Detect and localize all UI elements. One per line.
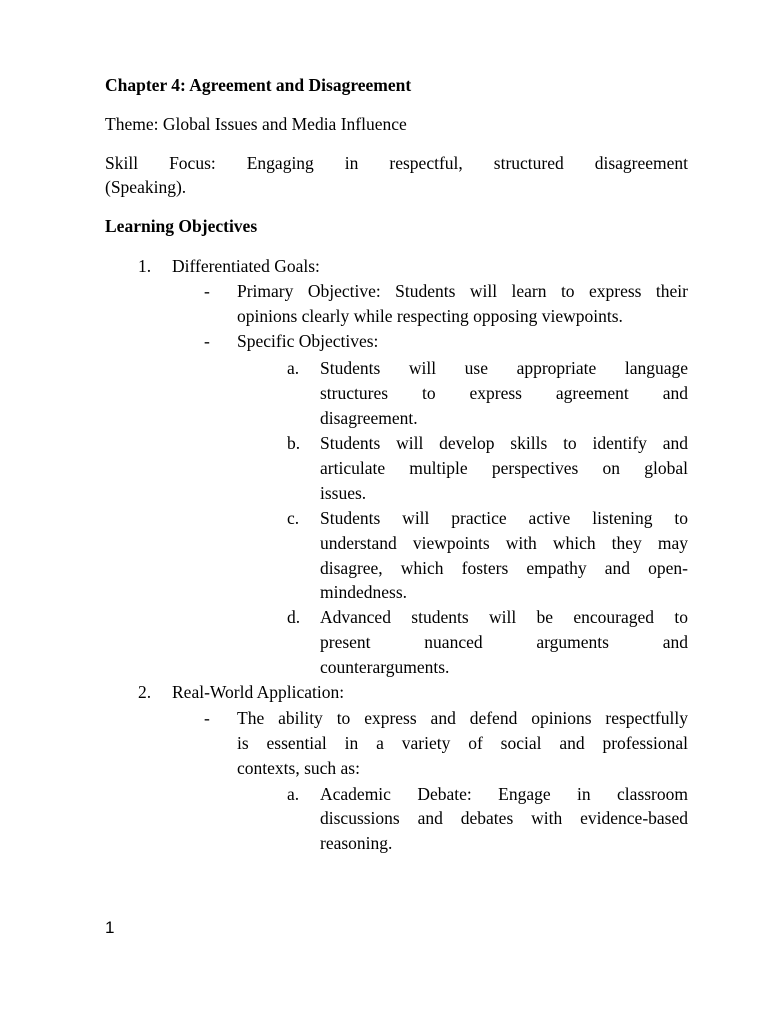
sub-item-letter: b. (287, 433, 301, 453)
bullet-dash: - (204, 331, 210, 351)
bullet-text-line: is essential in a variety of social and professional (237, 733, 688, 753)
sub-item-text-line: Students will develop skills to identify and (320, 433, 688, 453)
bullet-text-line: Primary Objective: Students will learn to express their (237, 281, 688, 301)
skill-focus-word: Skill (105, 153, 139, 173)
sub-item-letter: a. (287, 358, 300, 378)
sub-item-text-line: mindedness. (320, 582, 408, 602)
learning-objectives-heading: Learning Objectives (105, 216, 258, 236)
sub-item-letter: d. (287, 607, 301, 627)
sub-item-text-line: Students will use appropriate language (320, 358, 688, 378)
bullet-text-line: The ability to express and defend opinions respectfully (237, 708, 688, 728)
list-item-label: Differentiated Goals: (172, 256, 320, 276)
sub-item-text-line: counterarguments. (320, 657, 450, 677)
sub-item-text-line: present nuanced arguments and (320, 632, 688, 652)
page-number: 1 (105, 918, 115, 937)
sub-item-text-line: Advanced students will be encouraged to (320, 607, 688, 627)
skill-focus-line-2: (Speaking). (105, 177, 187, 197)
sub-item-letter: c. (287, 508, 300, 528)
bullet-dash: - (204, 708, 210, 728)
sub-item-text-line: reasoning. (320, 833, 393, 853)
list-number: 2. (138, 682, 152, 702)
skill-focus-line-1 (105, 153, 688, 173)
skill-focus-word: Engaging (246, 153, 314, 173)
sub-item-text-line: Students will practice active listening to (320, 508, 688, 528)
skill-focus-word: structured (493, 153, 564, 173)
sub-item-text-line: disagree, which fosters empathy and open- (320, 558, 688, 578)
list-number: 1. (138, 256, 152, 276)
list-item-label: Real-World Application: (172, 682, 345, 702)
chapter-title: Chapter 4: Agreement and Disagreement (105, 75, 412, 95)
bullet-text-line: Specific Objectives: (237, 331, 379, 351)
bullet-dash: - (204, 281, 210, 301)
sub-item-letter: a. (287, 784, 300, 804)
bullet-text-line: contexts, such as: (237, 758, 360, 778)
sub-item-text-line: structures to express agreement and (320, 383, 688, 403)
sub-item-text-line: disagreement. (320, 408, 418, 428)
sub-item-text-line: discussions and debates with evidence-based (320, 808, 688, 828)
skill-focus-word: disagreement (594, 153, 689, 173)
sub-item-text-line: Academic Debate: Engage in classroom (320, 784, 688, 804)
sub-item-text-line: understand viewpoints with which they may (320, 533, 688, 553)
skill-focus-word: respectful, (389, 153, 463, 173)
bullet-text-line: opinions clearly while respecting opposing viewpoints. (237, 306, 623, 326)
sub-item-text-line: articulate multiple perspectives on global (320, 458, 688, 478)
skill-focus-word: Focus: (169, 153, 216, 173)
skill-focus-word: in (344, 153, 359, 173)
sub-item-text-line: issues. (320, 483, 367, 503)
theme-line: Theme: Global Issues and Media Influence (105, 114, 407, 134)
